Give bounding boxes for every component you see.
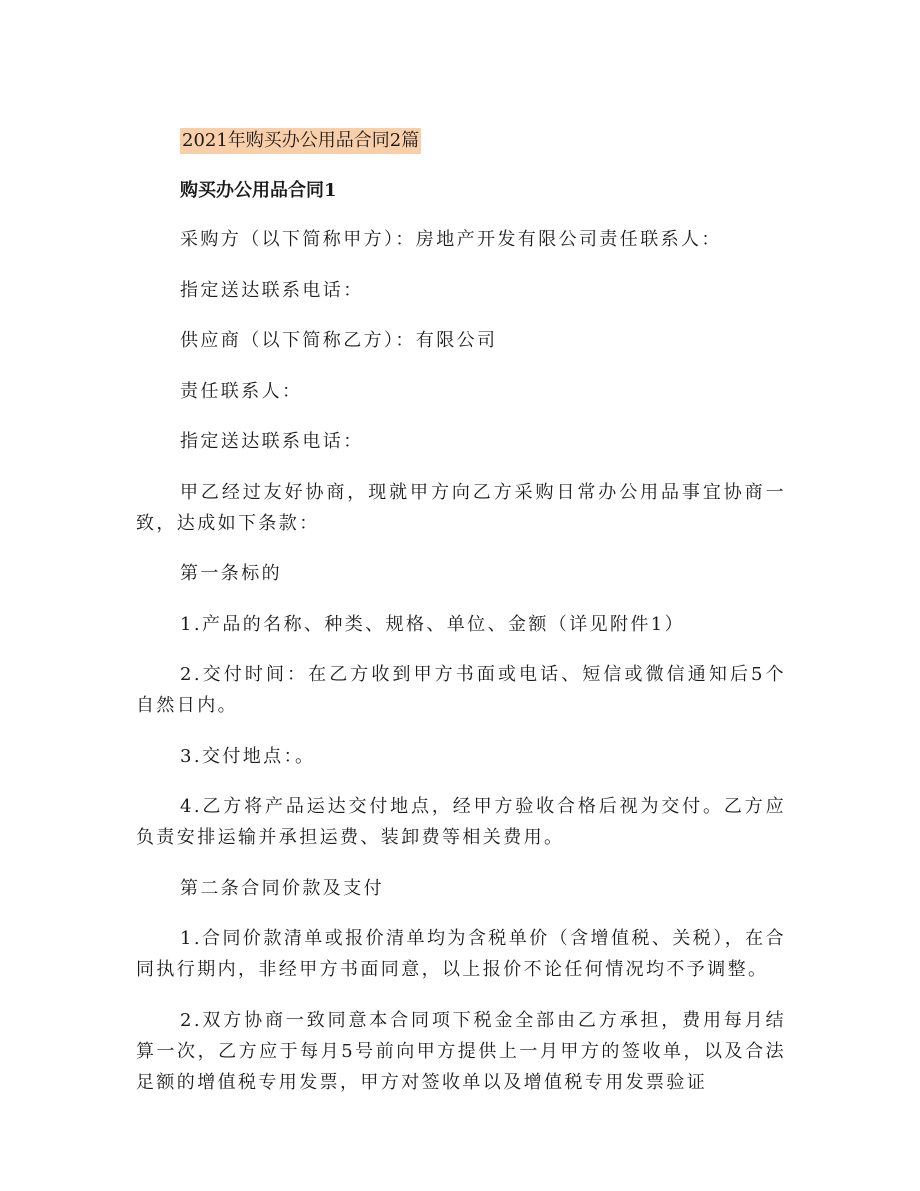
paragraph-article-2-heading: 第二条合同价款及支付 [180,877,384,899]
paragraph-article-1-item-1: 1.产品的名称、种类、规格、单位、金额（详见附件1） [180,613,686,635]
paragraph-article-1-item-2: 2.交付时间：在乙方收到甲方书面或电话、短信或微信通知后5个自然日内。 [136,664,786,716]
paragraph-article-2-item-1: 1.合同价款清单或报价清单均为含税单价（含增值税、关税），在合同执行期内，非经甲方书面同意，以上报价不论任何情况均不予调整。 [136,928,786,980]
document-body [136,224,786,1117]
section-heading: 购买办公用品合同1 [180,180,337,201]
paragraph-purchaser: 采购方（以下简称甲方）：房地产开发有限公司责任联系人： [180,229,722,250]
document-title: 2021年购买办公用品合同2篇 [180,128,421,154]
paragraph-article-1-heading: 第一条标的 [180,563,282,584]
paragraph-article-1-item-4: 4.乙方将产品运达交付地点，经甲方验收合格后视为交付。乙方应负责安排运输并承担运费、装卸费等相关费用。 [136,796,786,848]
paragraph-purchaser-phone: 指定送达联系电话： [180,279,364,301]
paragraph-preamble: 甲乙经过友好协商，现就甲方向乙方采购日常办公用品事宜协商一致，达成如下条款： [136,481,786,534]
paragraph-article-1-item-3: 3.交付地点：。 [180,745,316,767]
paragraph-supplier-contact: 责任联系人： [180,380,303,402]
paragraph-article-2-item-2: 2.双方协商一致同意本合同项下税金全部由乙方承担，费用每月结算一次，乙方应于每月5号前向甲方提供上一月甲方的签收单，以及合法足额的增值税专用发票，甲方对签收单以及增值税专用发票验证 [136,1009,786,1093]
paragraph-supplier-phone: 指定送达联系电话： [180,431,364,452]
paragraph-supplier: 供应商（以下简称乙方）：有限公司 [180,330,498,351]
